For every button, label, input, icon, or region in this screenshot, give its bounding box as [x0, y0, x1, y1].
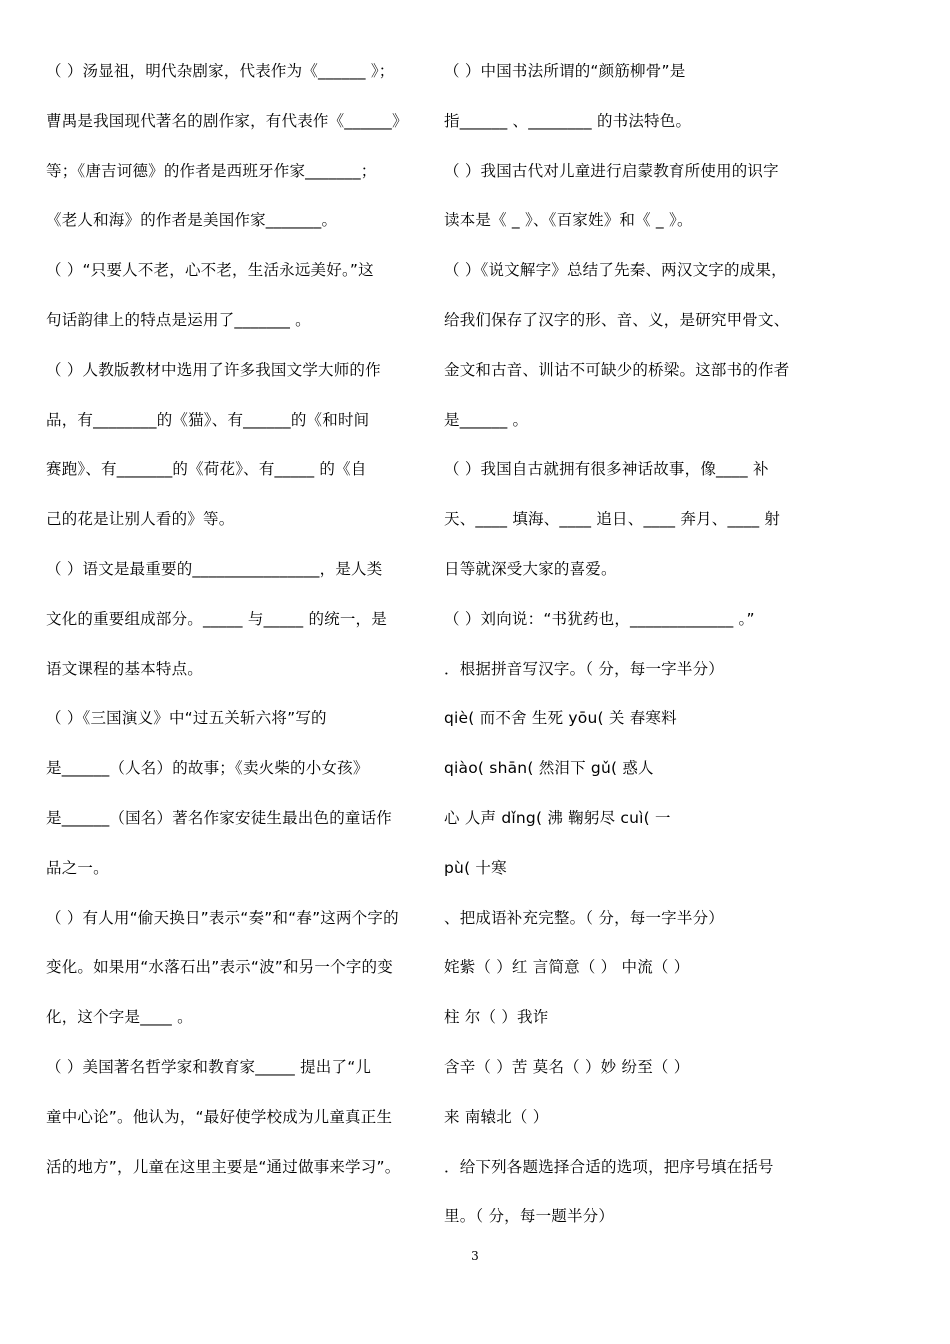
text-line: 日等就深受大家的喜爱。 — [444, 559, 617, 578]
text-line: 活的地方”，儿童在这里主要是“通过做事来学习”。 — [46, 1157, 401, 1176]
text-line: （ ）《三国演义》中“过五关斩六将”写的 — [46, 709, 327, 728]
text-line: 柱 尔（ ）我诈 — [444, 1008, 549, 1027]
text-line: 句话韵律上的特点是运用了_______ 。 — [46, 310, 311, 329]
right-column — [444, 47, 818, 1242]
text-line: 《老人和海》的作者是美国作家_______。 — [46, 211, 338, 230]
text-line: 等；《唐吉诃德》的作者是西班牙作家_______； — [46, 161, 377, 180]
text-line: 是______ 。 — [444, 410, 529, 429]
text-line: （ ）汤显祖，明代杂剧家，代表作为《______ 》； — [46, 62, 395, 80]
text-line: 变化。如果用“水落石出”表示“波”和另一个字的变 — [46, 958, 393, 977]
text-line: 语文课程的基本特点。 — [46, 659, 204, 678]
text-line: （ ）《说文解字》总结了先秦、两汉文字的成果， — [444, 261, 787, 280]
text-line: 指______ 、________ 的书法特色。 — [444, 111, 692, 130]
text-line: 给我们保存了汉字的形、音、义，是研究甲骨文、 — [444, 310, 790, 329]
text-line: qiè( 而不舍 生死 yōu( 关 春寒料 — [444, 709, 677, 728]
text-line: 心 人声 dǐng( 沸 鞠躬尽 cuì( 一 — [444, 808, 671, 827]
text-line: （ ）“只要人不老，心不老，生活永远美好。”这 — [46, 261, 374, 280]
text-line: 、把成语补充完整。（ 分，每一字半分） — [444, 908, 724, 927]
text-line: 童中心论”。他认为，“最好使学校成为儿童真正生 — [46, 1107, 393, 1126]
text-line: 赛跑》、有_______的《荷花》、有_____ 的《自 — [46, 460, 367, 479]
text-line: （ ）人教版教材中选用了许多我国文学大师的作 — [46, 360, 381, 379]
text-line: （ ）我国古代对儿童进行启蒙教育所使用的识字 — [444, 161, 779, 180]
text-line: （ ）语文是最重要的________________，是人类 — [46, 559, 383, 578]
text-line: （ ）我国自古就拥有很多神话故事，像____ 补 — [444, 460, 769, 479]
text-line: 天、____ 填海、____ 追日、____ 奔月、____ 射 — [444, 510, 781, 529]
text-line: 品，有________的《猫》、有______的《和时间 — [46, 410, 370, 429]
text-line: 来 南辕北（ ） — [444, 1107, 549, 1126]
text-line: （ ）有人用“偷天换日”表示“奏”和“春”这两个字的 — [46, 908, 399, 927]
text-line: 是______（人名）的故事；《卖火柴的小女孩》 — [46, 759, 369, 778]
text-line: 金文和古音、训诂不可缺少的桥梁。这部书的作者 — [444, 360, 790, 379]
text-line: 己的花是让别人看的》等。 — [46, 510, 235, 529]
left-column — [46, 47, 416, 1192]
text-line: 化，这个字是____ 。 — [46, 1008, 193, 1027]
text-line: ．根据拼音写汉字。（ 分，每一字半分） — [444, 659, 724, 678]
text-line: 文化的重要组成部分。_____ 与_____ 的统一，是 — [46, 609, 387, 628]
text-line: ．给下列各题选择合适的选项，把序号填在括号 — [444, 1157, 774, 1176]
text-line: pù( 十寒 — [444, 858, 507, 877]
text-line: （ ）刘向说：“书犹药也，_____________ 。” — [444, 609, 755, 628]
text-line: 含辛（ ）苦 莫名（ ）妙 纷至（ ） — [444, 1057, 690, 1076]
text-line: 品之一。 — [46, 858, 109, 877]
text-line: 是______（国名）著名作家安徒生最出色的童话作 — [46, 808, 393, 827]
text-line: 读本是《 _ 》、《百家姓》和《 _ 》。 — [444, 211, 693, 230]
text-line: （ ）美国著名哲学家和教育家_____ 提出了“儿 — [46, 1057, 372, 1076]
text-line: 曹禺是我国现代著名的剧作家，有代表作《______》 — [46, 111, 408, 130]
text-line: qiào( shān( 然泪下 gǔ( 惑人 — [444, 759, 654, 778]
text-line: （ ）中国书法所谓的“颜筋柳骨”是 — [444, 62, 686, 80]
text-line: 里。（ 分，每一题半分） — [444, 1207, 615, 1226]
text-line: 姹紫（ ）红 言简意（ ） 中流（ ） — [444, 958, 690, 977]
page-number: 3 — [471, 1249, 479, 1263]
